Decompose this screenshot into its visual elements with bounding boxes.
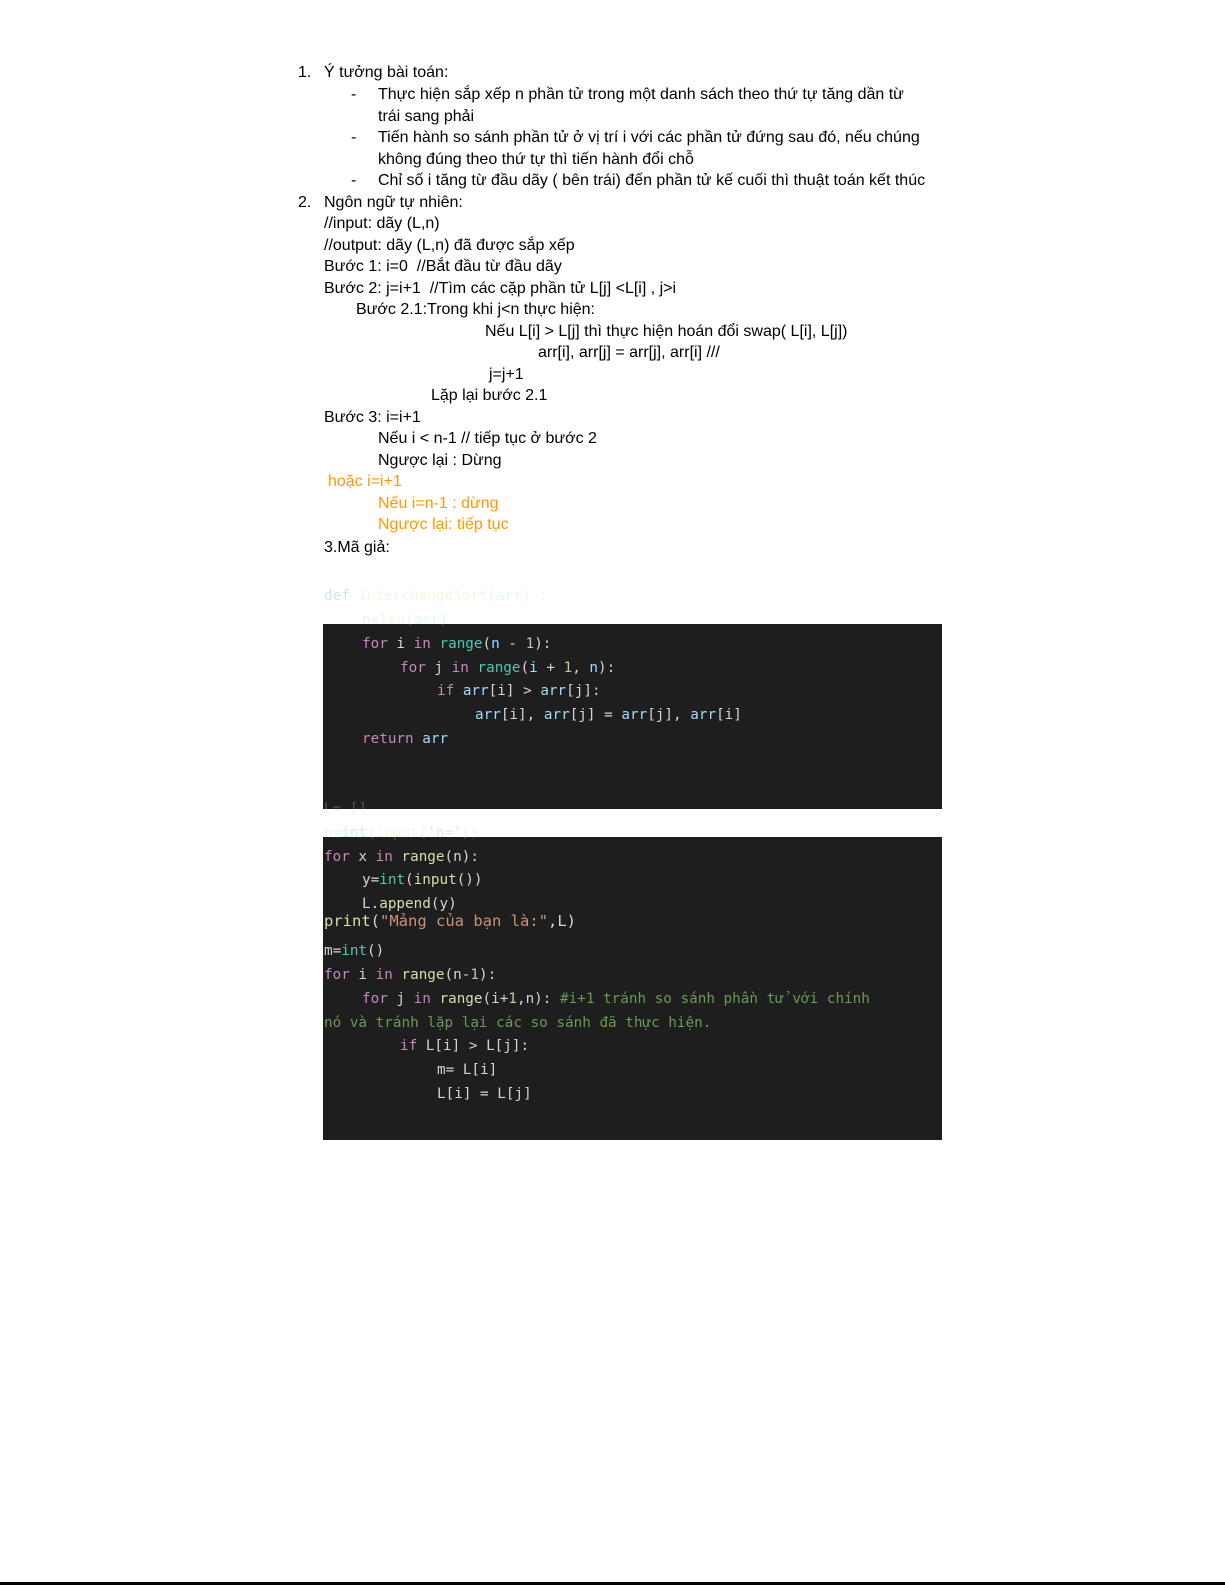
step-line: Ngược lại : Dừng xyxy=(378,452,502,469)
bullet-text-cont: trái sang phải xyxy=(378,108,475,125)
orange-line: Nếu i=n-1 : dừng xyxy=(378,495,499,512)
step-line: //output: dãy (L,n) đã được sắp xếp xyxy=(324,237,575,254)
code-line: L[i] = L[j] xyxy=(437,1086,532,1102)
step-line: arr[i], arr[j] = arr[j], arr[i] /// xyxy=(538,344,720,361)
step-line: //input: dãy (L,n) xyxy=(324,215,440,232)
code-line: for x in range(n): xyxy=(324,849,479,865)
orange-line: hoặc i=i+1 xyxy=(328,473,402,490)
code-line: m= L[i] xyxy=(437,1062,498,1078)
section3-title: 3.Mã giả: xyxy=(324,539,390,556)
step-line: Bước 2.1:Trong khi j<n thực hiện: xyxy=(356,301,595,318)
bullet-text: Tiến hành so sánh phần tử ở vị trí i với các phần tử đứng sau đó, nếu chúng xyxy=(378,129,920,146)
bullet-marker: - xyxy=(351,172,357,189)
code-line: for i in range(n-1): xyxy=(324,967,497,983)
step-line: Nếu i < n-1 // tiếp tục ở bước 2 xyxy=(378,430,597,447)
code-line: arr[i], arr[j] = arr[j], arr[i] xyxy=(475,707,742,723)
step-line: Lặp lại bước 2.1 xyxy=(431,387,548,404)
bullet-marker: - xyxy=(351,86,357,103)
code-line: n=len(arr) xyxy=(362,612,449,628)
bullet-marker: - xyxy=(351,129,357,146)
code-line: for i in range(n - 1): xyxy=(362,636,552,652)
bullet-text-cont: không đúng theo thứ tự thì tiến hành đổi chỗ xyxy=(378,151,694,168)
step-line: Bước 3: i=i+1 xyxy=(324,409,421,426)
code-line: nó và tránh lặp lại các so sánh đã thực hiện. xyxy=(324,1015,712,1031)
code-line: def InterchangeSort(arr) : xyxy=(324,588,548,604)
step-line: Bước 1: i=0 //Bắt đầu từ đầu dãy xyxy=(324,258,562,275)
code-line: return arr xyxy=(362,731,449,747)
step-line: Bước 2: j=i+1 //Tìm các cặp phần tử L[j] <L[i] , j>i xyxy=(324,280,677,297)
orange-line: Ngược lại: tiếp tục xyxy=(378,516,509,533)
code-line: m=int() xyxy=(324,943,385,959)
section1-number: 1. xyxy=(298,64,312,81)
bullet-text: Thực hiện sắp xếp n phần tử trong một danh sách theo thứ tự tăng dần từ xyxy=(378,86,904,103)
code-line: y=int(input()) xyxy=(362,872,483,888)
code-line: for j in range(i+1,n): #i+1 tránh so sánh phần tử với chính xyxy=(362,991,870,1007)
step-line: Nếu L[i] > L[j] thì thực hiện hoán đổi swap( L[i], L[j]) xyxy=(485,323,848,340)
section2-number: 2. xyxy=(298,194,312,211)
code-line: L.append(y) xyxy=(362,896,457,912)
code-line: for j in range(i + 1, n): xyxy=(400,660,616,676)
code-line: L= [] xyxy=(324,801,368,817)
code-line: if arr[i] > arr[j]: xyxy=(437,683,601,699)
section2-title: Ngôn ngữ tự nhiên: xyxy=(324,194,463,211)
code-line: print("Mảng của bạn là:",L) xyxy=(324,912,576,930)
step-line: j=j+1 xyxy=(489,366,524,383)
bullet-text: Chỉ số i tăng từ đầu dãy ( bên trái) đến phần tử kế cuối thì thuật toán kết thúc xyxy=(378,172,926,189)
section1-title: Ý tưởng bài toán: xyxy=(324,64,449,81)
code-line: if L[i] > L[j]: xyxy=(400,1038,530,1054)
code-line: n=int(input('n=')) xyxy=(324,825,479,841)
